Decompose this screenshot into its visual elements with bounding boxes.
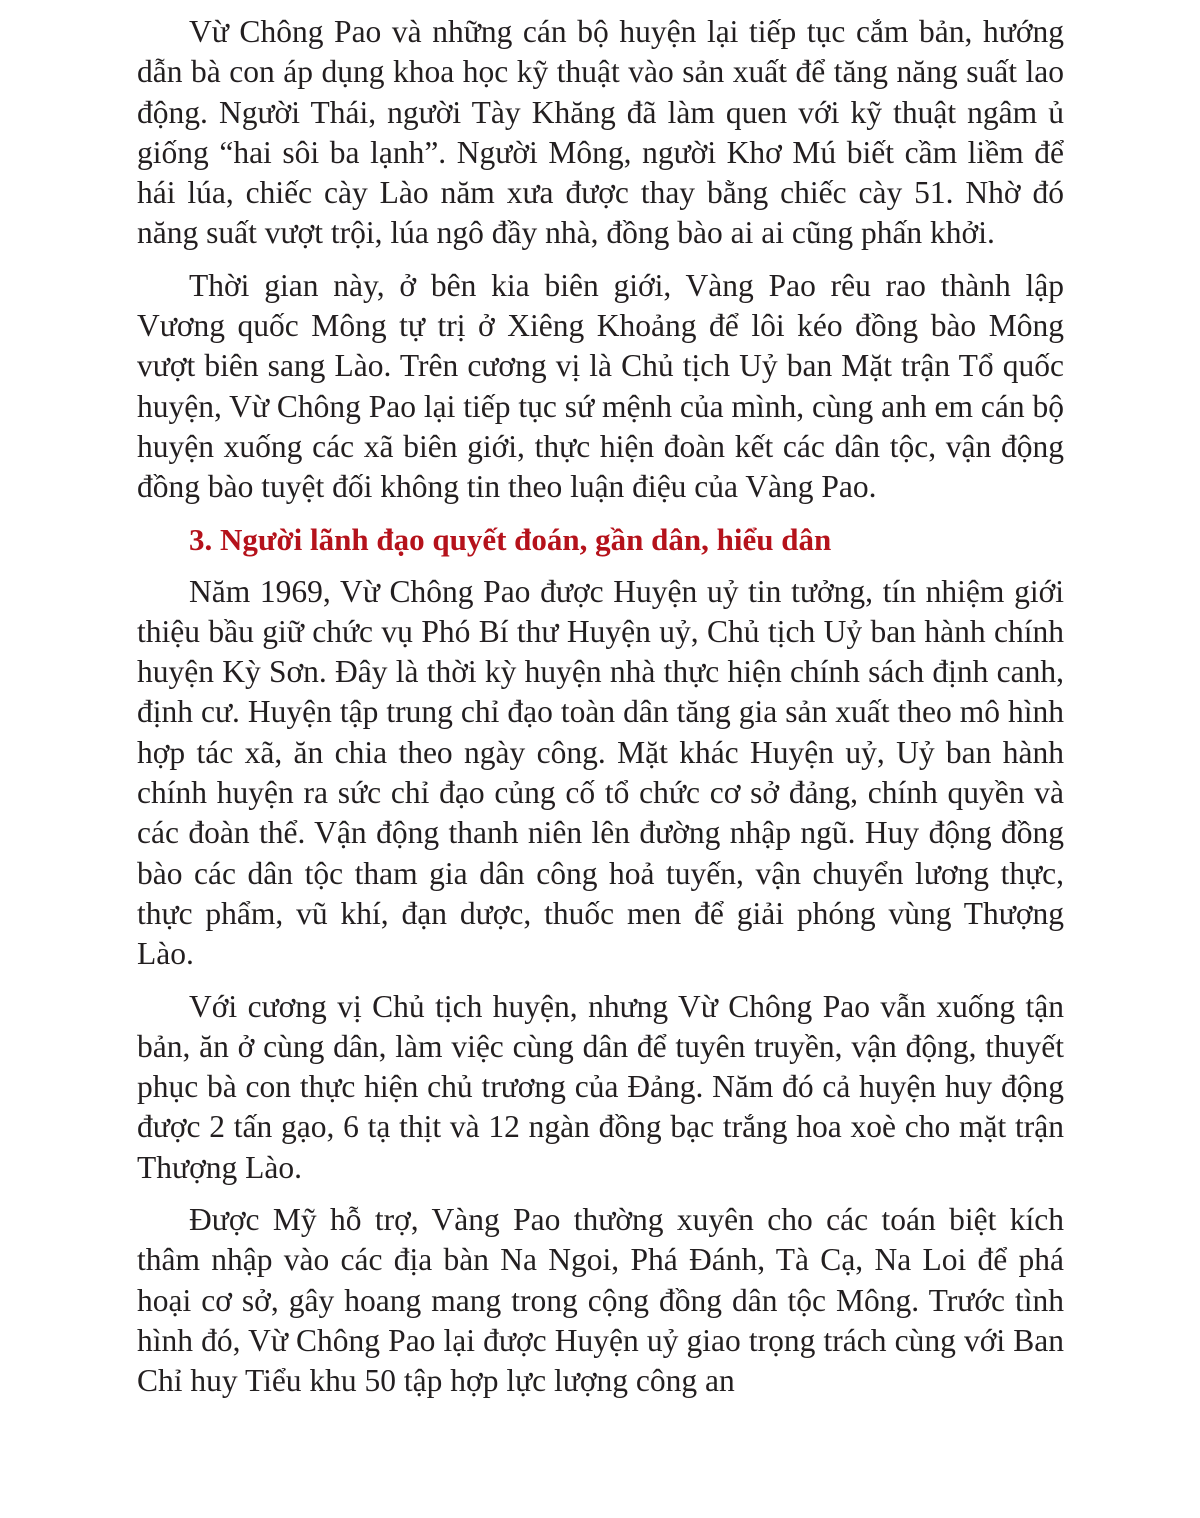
document-page [137, 12, 1064, 1414]
paragraph-vang-pao-propaganda: Thời gian này, ở bên kia biên giới, Vàng Pao rêu rao thành lập Vương quốc Mông tự trị ở Xiêng Khoảng để lôi kéo đồng bào Mông vượt biên sang Lào. Trên cương vị là Chủ tịch Uỷ ban Mặt trận Tổ quốc huyện, Vừ Chông Pao lại tiếp tục sứ mệnh của mình, cùng anh em cán bộ huyện xuống các xã biên giới, thực hiện đoàn kết các dân tộc, vận động đồng bào tuyệt đối không tin theo luận điệu của Vàng Pao. [137, 267, 1064, 505]
paragraph-farming-techniques: Vừ Chông Pao và những cán bộ huyện lại tiếp tục cắm bản, hướng dẫn bà con áp dụng khoa học kỹ thuật vào sản xuất để tăng năng suất lao động. Người Thái, người Tày Khăng đã làm quen với kỹ thuật ngâm ủ giống “hai sôi ba lạnh”. Người Mông, người Khơ Mú biết cầm liềm để hái lúa, chiếc cày Lào năm xưa được thay bằng chiếc cày 51. Nhờ đó năng suất vượt trội, lúa ngô đầy nhà, đồng bào ai ai cũng phấn khởi. [137, 14, 1064, 251]
section-heading: 3. Người lãnh đạo quyết đoán, gần dân, hiểu dân [189, 521, 832, 557]
paragraph-commando-infiltration: Được Mỹ hỗ trợ, Vàng Pao thường xuyên cho các toán biệt kích thâm nhập vào các địa bàn Na Ngoi, Phá Đánh, Tà Cạ, Na Loi để phá hoại cơ sở, gây hoang mang trong cộng đồng dân tộc Mông. Trước tình hình đó, Vừ Chông Pao lại được Huyện uỷ giao trọng trách cùng với Ban Chỉ huy Tiểu khu 50 tập hợp lực lượng công an [137, 1202, 1064, 1399]
paragraph-district-chairman: Với cương vị Chủ tịch huyện, nhưng Vừ Chông Pao vẫn xuống tận bản, ăn ở cùng dân, làm việc cùng dân để tuyên truyền, vận động, thuyết phục bà con thực hiện chủ trương của Đảng. Năm đó cả huyện huy động được 2 tấn gạo, 6 tạ thịt và 12 ngàn đồng bạc trắng hoa xoè cho mặt trận Thượng Lào. [137, 988, 1064, 1185]
paragraph-year-1969: Năm 1969, Vừ Chông Pao được Huyện uỷ tin tưởng, tín nhiệm giới thiệu bầu giữ chức vụ Phó Bí thư Huyện uỷ, Chủ tịch Uỷ ban hành chính huyện Kỳ Sơn. Đây là thời kỳ huyện nhà thực hiện chính sách định canh, định cư. Huyện tập trung chỉ đạo toàn dân tăng gia sản xuất theo mô hình hợp tác xã, ăn chia theo ngày công. Mặt khác Huyện uỷ, Uỷ ban hành chính huyện ra sức chỉ đạo củng cố tổ chức cơ sở đảng, chính quyền và các đoàn thể. Vận động thanh niên lên đường nhập ngũ. Huy động đồng bào các dân tộc tham gia dân công hoả tuyến, vận chuyển lương thực, thực phẩm, vũ khí, đạn dược, thuốc men để giải phóng vùng Thượng Lào. [137, 573, 1064, 972]
